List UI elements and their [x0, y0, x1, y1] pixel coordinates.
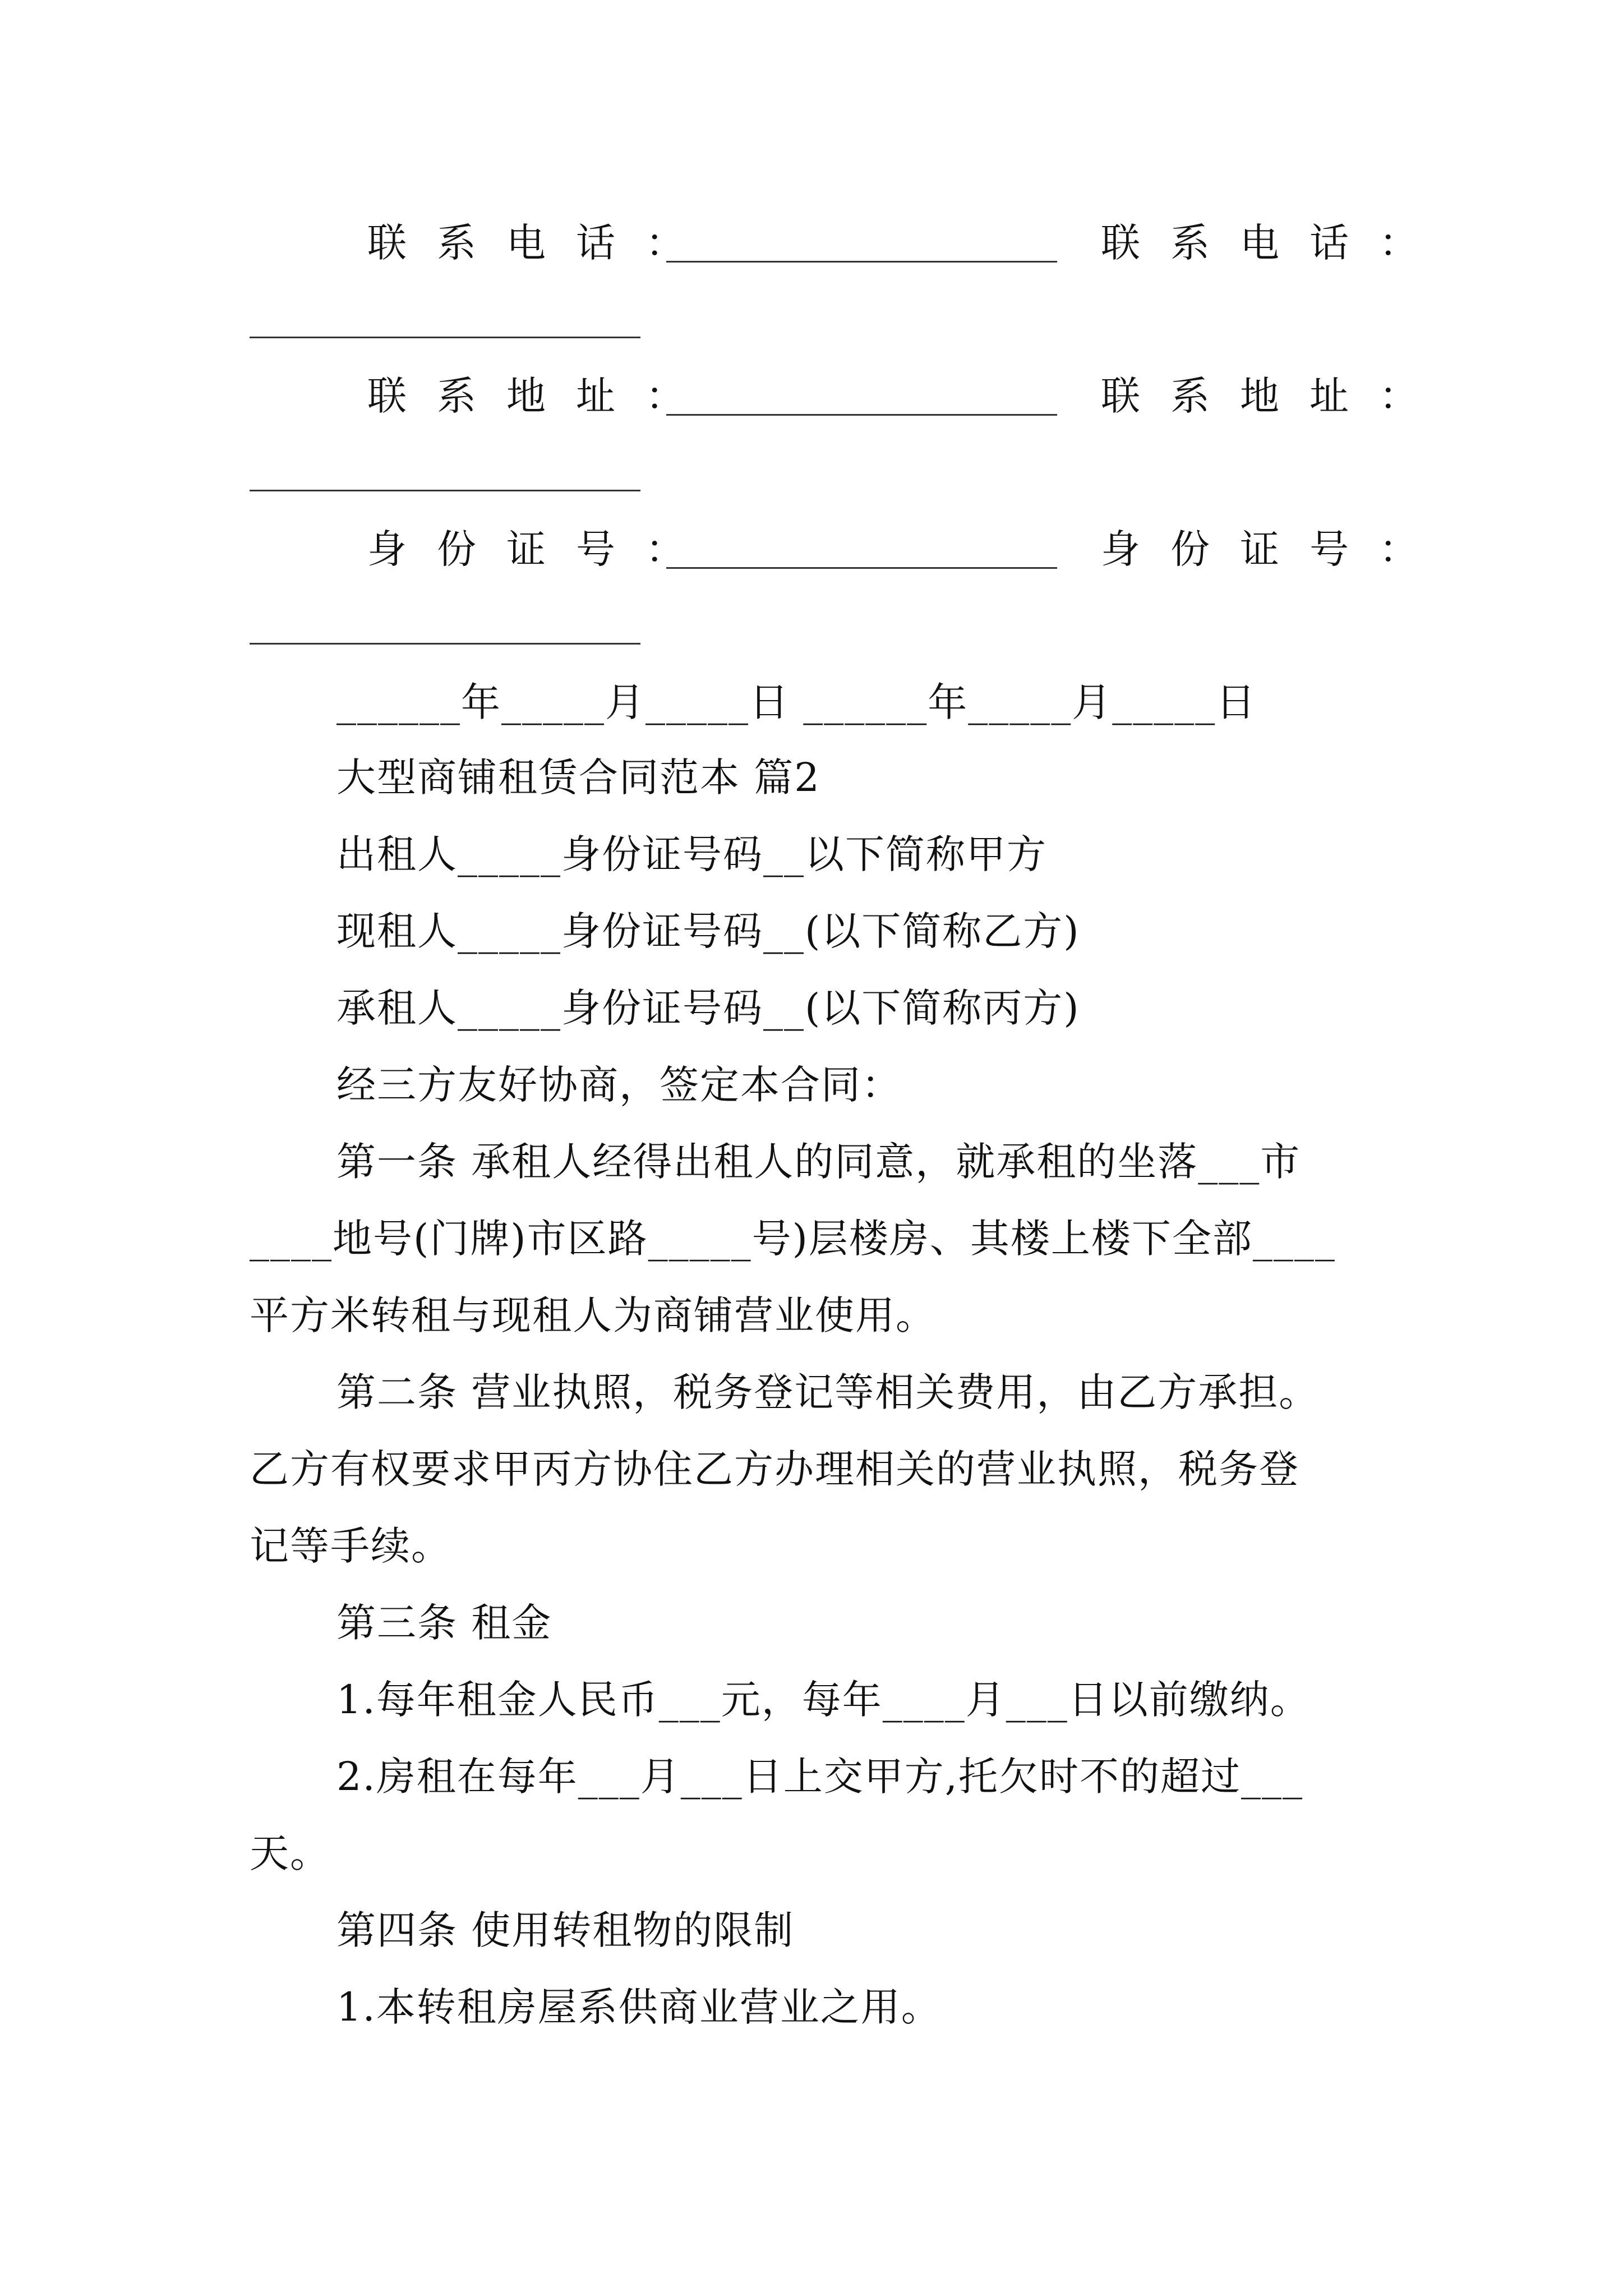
- article-4-item-1: 1.本转租房屋系供商业营业之用。: [336, 1984, 942, 2030]
- article-3-item-2-line-1: 2.房租在每年___月___日上交甲方,托欠时不的超过___: [336, 1754, 1304, 1800]
- address-blank-right: [250, 490, 640, 491]
- preamble: 经三方友好协商，签定本合同：: [336, 1062, 902, 1108]
- article-4-title: 第四条 使用转租物的限制: [336, 1907, 795, 1953]
- address-blank-left: [666, 414, 1057, 416]
- article-2-line-3: 记等手续。: [250, 1523, 451, 1569]
- id-label-left: 身份证号：: [367, 526, 715, 572]
- article-1-line-2: ____地号(门牌)市区路_____号)层楼房、其楼上楼下全部____: [250, 1216, 1336, 1262]
- id-label-right: 身份证号：: [1101, 526, 1449, 572]
- party-current-tenant: 现租人_____身份证号码__(以下简称乙方): [336, 908, 1080, 954]
- phone-blank-left: [666, 261, 1057, 263]
- article-2-line-1: 第二条 营业执照，税务登记等相关费用，由乙方承担。: [336, 1369, 1320, 1415]
- article-1-line-3: 平方米转租与现租人为商铺营业使用。: [250, 1292, 936, 1338]
- id-blank-left: [666, 567, 1057, 569]
- article-2-line-2: 乙方有权要求甲丙方协住乙方办理相关的营业执照，税务登: [250, 1446, 1299, 1492]
- address-label-right: 联系地址：: [1101, 373, 1449, 419]
- phone-blank-right: [250, 337, 640, 338]
- party-lessor: 出租人_____身份证号码__以下简称甲方: [336, 831, 1047, 877]
- article-3-item-1: 1.每年租金人民币___元，每年____月___日以前缴纳。: [336, 1677, 1311, 1723]
- party-sub-tenant: 承租人_____身份证号码__(以下简称丙方): [336, 985, 1080, 1031]
- phone-label-left: 联系电话：: [367, 220, 715, 266]
- id-blank-right: [250, 643, 640, 645]
- date-line: ______年_____月_____日 ______年_____月_____日: [336, 679, 1257, 725]
- contract-title: 大型商铺租赁合同范本 篇2: [336, 754, 820, 800]
- article-1-line-1: 第一条 承租人经得出租人的同意，就承租的坐落___市: [336, 1139, 1301, 1185]
- article-3-title: 第三条 租金: [336, 1600, 552, 1646]
- article-3-item-2-line-2: 天。: [250, 1830, 330, 1876]
- phone-label-right: 联系电话：: [1101, 220, 1449, 266]
- address-label-left: 联系地址：: [367, 373, 715, 419]
